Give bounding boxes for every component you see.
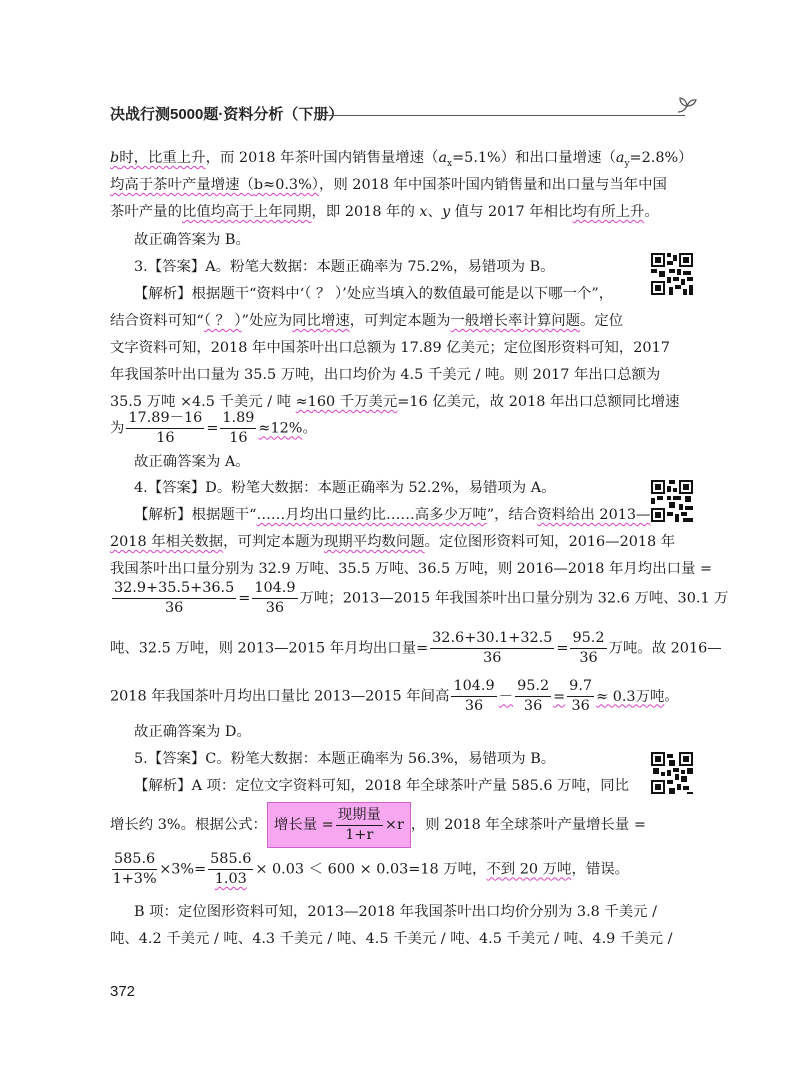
q3-answer-head: 3.【答案】A。粉笔大数据：本题正确率为 75.2%，易错项为 B。 — [134, 259, 555, 275]
header-rule — [318, 115, 685, 116]
para1-line2: 均高于茶叶产量增速（b≈0.3%），则 2018 年中国茶叶国内销售量和出口量与当年中国 — [110, 177, 667, 193]
answer-line: 故正确答案为 A。 — [134, 454, 250, 470]
q4-difference: 2018 年我国茶叶月均出口量比 2013—2015 年间高 $\frac{104.9}{36}$ － $\frac{95.2}{36}$ = $\frac{9.7}{36}$ ≈ 0.3万吨。 — [110, 678, 679, 714]
q4-answer-head: 4.【答案】D。粉笔大数据：本题正确率为 52.2%，易错项为 A。 — [134, 480, 556, 496]
q4-analysis-line1: 【解析】根据题干“……月均出口量约比……高多少万吨”，结合资料给出 2013— — [134, 507, 651, 523]
answer-line: 故正确答案为 B。 — [134, 232, 250, 248]
q4-avg-2016-2018: $\frac{32.9+35.5+36.5}{36}$ = $\frac{104.9}{36}$ 万吨；2013—2015 年我国茶叶出口量分别为 32.6 万吨、30.1 万 — [114, 580, 729, 616]
qr-code-icon — [651, 253, 693, 295]
q4-analysis-line3: 我国茶叶出口量分别为 32.9 万吨、35.5 万吨、36.5 万吨，则 2016—2018 年月均出口量 = — [110, 561, 712, 577]
q3-analysis-line1: 【解析】根据题干“资料中‘（ ？ ）’处应当填入的数值最可能是以下哪一个”， — [134, 286, 614, 302]
answer-line: 故正确答案为 D。 — [134, 724, 251, 740]
q3-analysis-line2: 结合资料可知“（ ？ ）”处应为同比增速，可判定本题为一般增长率计算问题。定位 — [110, 313, 624, 329]
page-number: 372 — [110, 983, 136, 1000]
q5-b-line2: 吨、4.2 千美元 / 吨、4.3 千美元 / 吨、4.5 千美元 / 吨、4.5 千美元 / 吨、4.9 千美元 / — [110, 931, 673, 947]
q5-answer-head: 5.【答案】C。粉笔大数据：本题正确率为 56.3%，易错项为 B。 — [134, 751, 556, 767]
para1-line3: 茶叶产量的比值均高于上年同期，即 2018 年的 x、y 值与 2017 年相比均有所上升。 — [110, 204, 659, 220]
q4-avg-2013-2015: 吨、32.5 万吨，则 2013—2015 年月均出口量= $\frac{32.6+30.1+32.5}{36}$ = $\frac{95.2}{36}$ 万吨。故 2016— — [110, 630, 722, 666]
q5-analysis-line2: 增长约 3%。根据公式： 增长量 = $\frac{\text{现期量}}{1+r}$ ×r ，则 2018 年全球茶叶产量增长量 = — [110, 802, 646, 848]
q5-b-line1: B 项：定位图形资料可知，2013—2018 年我国茶叶出口均价分别为 3.8 千美元 / — [134, 904, 657, 920]
q3-analysis-line3: 文字资料可知，2018 年中国茶叶出口总额为 17.89 亿美元；定位图形资料可知，2017 — [110, 340, 670, 356]
q3-analysis-line4: 年我国茶叶出口量为 35.5 万吨，出口均价为 4.5 千美元 / 吨。则 2017 年出口总额为 — [110, 367, 661, 383]
q5-analysis-line3: $\frac{585.6}{1+3\%}$ ×3%= $\frac{585.6}{1.03}$ × 0.03 ＜ 600 × 0.03=18 万吨，不到 20 万吨，错误。 — [112, 851, 630, 887]
qr-code-icon — [651, 752, 693, 794]
leaf-icon — [676, 96, 698, 116]
q5-analysis-line1: 【解析】A 项：定位文字资料可知，2018 年全球茶叶产量 585.6 万吨，同比 — [134, 778, 630, 794]
q3-growth-formula: 为 $\frac{17.89-16}{16}$ = $\frac{1.89}{16}$ ≈12%。 — [110, 410, 317, 446]
qr-code-icon — [651, 480, 693, 522]
running-header: 决战行测5000题·资料分析（下册） — [110, 106, 344, 123]
para1-line1: b时，比重上升，而 2018 年茶叶国内销售量增速$(a_x=5.1\%)$和出口量增速$(a_y=2.8\%)$ — [110, 150, 693, 169]
q4-analysis-line2: 2018 年相关数据，可判定本题为现期平均数问题。定位图形资料可知，2016—2018 年 — [110, 534, 676, 550]
q3-analysis-line5: 35.5 万吨 ×4.5 千美元 / 吨 ≈160 千万美元=16 亿美元，故 2018 年出口总额同比增速 — [110, 394, 680, 410]
formula-box: 增长量 = $\frac{\text{现期量}}{1+r}$ ×r — [267, 802, 411, 848]
